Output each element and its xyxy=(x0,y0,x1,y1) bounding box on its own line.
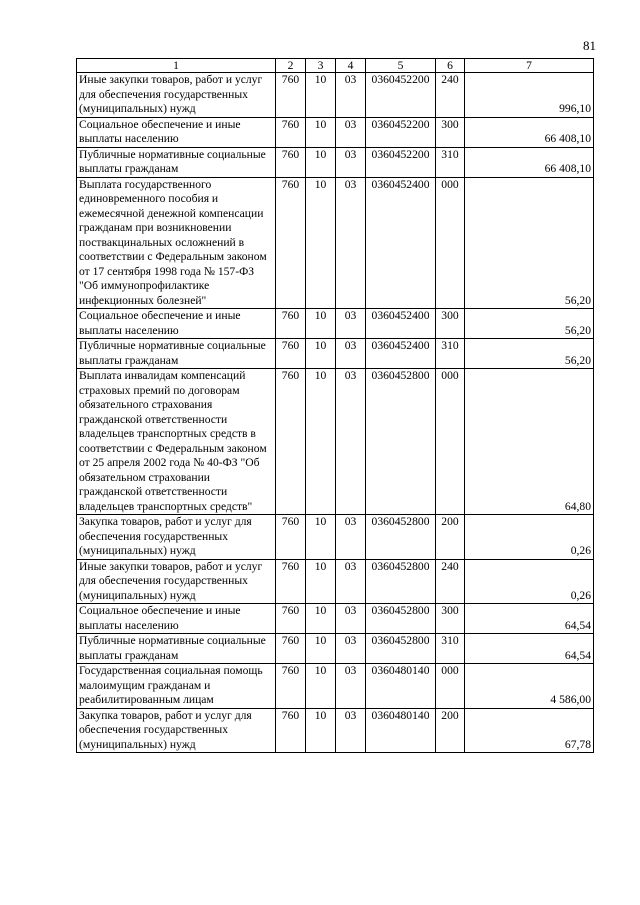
row-code-3: 10 xyxy=(306,634,336,664)
row-amount: 64,54 xyxy=(465,604,594,634)
row-code-4: 03 xyxy=(336,369,366,515)
row-code-4: 03 xyxy=(336,339,366,369)
row-code-2: 760 xyxy=(276,147,306,177)
row-name: Иные закупки товаров, работ и услуг для обеспечения государственных (муниципальных) нужд xyxy=(77,73,276,118)
row-code-5: 0360452800 xyxy=(366,369,436,515)
row-code-4: 03 xyxy=(336,147,366,177)
row-code-6: 200 xyxy=(436,515,465,560)
column-header-3: 3 xyxy=(306,59,336,73)
row-name: Социальное обеспечение и иные выплаты населению xyxy=(77,309,276,339)
row-name: Закупка товаров, работ и услуг для обеспечения государственных (муниципальных) нужд xyxy=(77,515,276,560)
row-code-6: 000 xyxy=(436,177,465,309)
row-amount: 66 408,10 xyxy=(465,117,594,147)
row-code-5: 0360452400 xyxy=(366,339,436,369)
row-code-2: 760 xyxy=(276,309,306,339)
row-name: Закупка товаров, работ и услуг для обеспечения государственных (муниципальных) нужд xyxy=(77,708,276,753)
row-name: Государственная социальная помощь малоимущим гражданам и реабилитированным лицам xyxy=(77,664,276,709)
row-code-5: 0360452200 xyxy=(366,73,436,118)
row-code-4: 03 xyxy=(336,515,366,560)
row-code-2: 760 xyxy=(276,177,306,309)
row-code-3: 10 xyxy=(306,147,336,177)
row-code-5: 0360452800 xyxy=(366,604,436,634)
row-amount: 0,26 xyxy=(465,515,594,560)
row-code-6: 300 xyxy=(436,309,465,339)
table-row xyxy=(77,147,594,177)
column-header-2: 2 xyxy=(276,59,306,73)
row-code-4: 03 xyxy=(336,634,366,664)
row-code-2: 760 xyxy=(276,664,306,709)
table-row xyxy=(77,177,594,309)
row-code-6: 310 xyxy=(436,634,465,664)
row-code-2: 760 xyxy=(276,559,306,604)
row-code-6: 310 xyxy=(436,147,465,177)
row-code-6: 240 xyxy=(436,73,465,118)
row-code-2: 760 xyxy=(276,708,306,753)
row-code-6: 200 xyxy=(436,708,465,753)
row-amount: 67,78 xyxy=(465,708,594,753)
row-code-3: 10 xyxy=(306,708,336,753)
row-code-3: 10 xyxy=(306,515,336,560)
row-code-2: 760 xyxy=(276,604,306,634)
row-code-4: 03 xyxy=(336,604,366,634)
table-row xyxy=(77,559,594,604)
row-code-6: 300 xyxy=(436,117,465,147)
row-name: Социальное обеспечение и иные выплаты населению xyxy=(77,604,276,634)
column-header-1: 1 xyxy=(77,59,276,73)
table-row xyxy=(77,708,594,753)
row-name: Публичные нормативные социальные выплаты гражданам xyxy=(77,147,276,177)
row-name: Выплата инвалидам компенсаций страховых премий по договорам обязательного страхования гражданской ответственности владельцев транспортных средств в соответствии с Федеральным законом от 25 апреля 2002 года № 40-ФЗ "Об обязательном страховании гражданской ответственности владельцев транспортных средств" xyxy=(77,369,276,515)
row-code-6: 310 xyxy=(436,339,465,369)
table-row xyxy=(77,664,594,709)
row-code-3: 10 xyxy=(306,559,336,604)
row-code-3: 10 xyxy=(306,604,336,634)
table-row xyxy=(77,73,594,118)
row-code-3: 10 xyxy=(306,664,336,709)
row-code-6: 240 xyxy=(436,559,465,604)
row-amount: 56,20 xyxy=(465,339,594,369)
row-code-5: 0360452800 xyxy=(366,559,436,604)
row-name: Иные закупки товаров, работ и услуг для обеспечения государственных (муниципальных) нужд xyxy=(77,559,276,604)
table-row xyxy=(77,369,594,515)
page-number: 81 xyxy=(583,38,596,53)
row-amount: 4 586,00 xyxy=(465,664,594,709)
row-amount: 56,20 xyxy=(465,177,594,309)
row-amount: 996,10 xyxy=(465,73,594,118)
row-amount: 64,54 xyxy=(465,634,594,664)
column-header-7: 7 xyxy=(465,59,594,73)
row-code-6: 300 xyxy=(436,604,465,634)
row-code-5: 0360452200 xyxy=(366,117,436,147)
row-code-4: 03 xyxy=(336,73,366,118)
row-code-4: 03 xyxy=(336,559,366,604)
row-amount: 0,26 xyxy=(465,559,594,604)
row-name: Публичные нормативные социальные выплаты гражданам xyxy=(77,634,276,664)
row-code-3: 10 xyxy=(306,117,336,147)
row-code-3: 10 xyxy=(306,73,336,118)
row-amount: 56,20 xyxy=(465,309,594,339)
row-code-5: 0360452200 xyxy=(366,147,436,177)
row-code-2: 760 xyxy=(276,117,306,147)
table-row xyxy=(77,634,594,664)
row-code-5: 0360480140 xyxy=(366,708,436,753)
row-amount: 66 408,10 xyxy=(465,147,594,177)
header-row xyxy=(77,59,594,73)
row-code-2: 760 xyxy=(276,634,306,664)
row-amount: 64,80 xyxy=(465,369,594,515)
row-code-4: 03 xyxy=(336,117,366,147)
row-code-2: 760 xyxy=(276,369,306,515)
row-code-5: 0360452800 xyxy=(366,515,436,560)
row-code-5: 0360452400 xyxy=(366,309,436,339)
row-code-3: 10 xyxy=(306,369,336,515)
column-header-4: 4 xyxy=(336,59,366,73)
row-code-4: 03 xyxy=(336,708,366,753)
column-header-6: 6 xyxy=(436,59,465,73)
table-row xyxy=(77,309,594,339)
column-header-5: 5 xyxy=(366,59,436,73)
row-name: Выплата государственного единовременного пособия и ежемесячной денежной компенсации гражданам при возникновении поствакцинальных осложнений в соответствии с Федеральным законом от 17 сентября 1998 года № 157-ФЗ "Об иммунопрофилактике инфекционных болезней" xyxy=(77,177,276,309)
row-code-6: 000 xyxy=(436,369,465,515)
row-code-2: 760 xyxy=(276,515,306,560)
row-code-4: 03 xyxy=(336,177,366,309)
row-code-5: 0360452400 xyxy=(366,177,436,309)
row-code-5: 0360480140 xyxy=(366,664,436,709)
table-row xyxy=(77,117,594,147)
table-row xyxy=(77,515,594,560)
row-code-4: 03 xyxy=(336,664,366,709)
row-code-2: 760 xyxy=(276,73,306,118)
budget-table xyxy=(76,58,594,753)
table-row xyxy=(77,604,594,634)
row-code-5: 0360452800 xyxy=(366,634,436,664)
row-code-4: 03 xyxy=(336,309,366,339)
row-name: Социальное обеспечение и иные выплаты населению xyxy=(77,117,276,147)
table-row xyxy=(77,339,594,369)
row-code-3: 10 xyxy=(306,309,336,339)
row-name: Публичные нормативные социальные выплаты гражданам xyxy=(77,339,276,369)
row-code-6: 000 xyxy=(436,664,465,709)
row-code-3: 10 xyxy=(306,339,336,369)
row-code-2: 760 xyxy=(276,339,306,369)
row-code-3: 10 xyxy=(306,177,336,309)
